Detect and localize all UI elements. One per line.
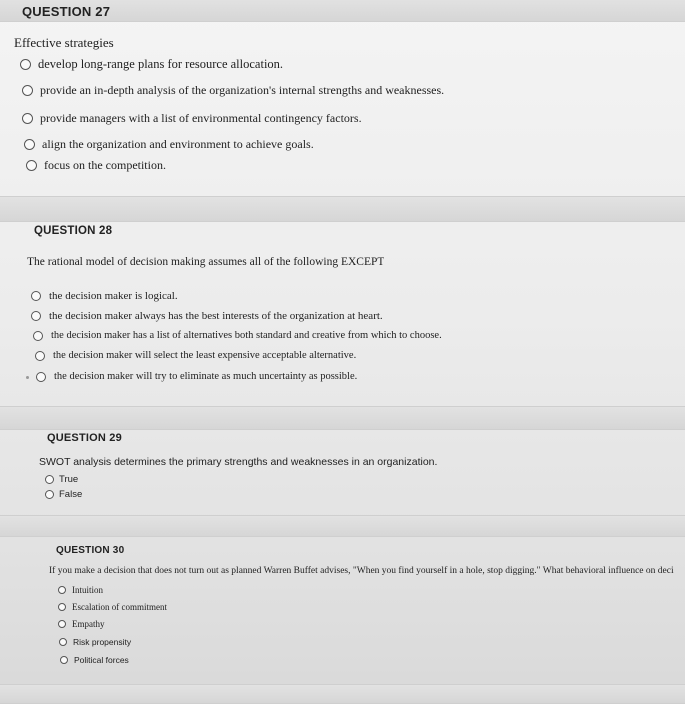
question-separator-band: [0, 196, 685, 222]
radio-button[interactable]: [36, 372, 46, 382]
question-29-prompt: SWOT analysis determines the primary strengths and weaknesses in an organization.: [39, 456, 438, 468]
option-label: align the organization and environment to achieve goals.: [42, 137, 314, 151]
q27-option-2[interactable]: [22, 83, 444, 98]
radio-button[interactable]: [20, 59, 31, 70]
option-label: Escalation of commitment: [72, 602, 167, 612]
q28-option-4[interactable]: [35, 350, 356, 361]
q28-option-3[interactable]: [33, 330, 442, 341]
radio-button[interactable]: [26, 160, 37, 171]
q28-option-1[interactable]: [31, 290, 178, 302]
radio-button[interactable]: [45, 490, 54, 499]
q30-option-3[interactable]: [58, 619, 105, 629]
q30-option-5[interactable]: [60, 655, 129, 665]
option-label: the decision maker will try to eliminate as much uncertainty as possible.: [54, 371, 358, 382]
q29-option-true[interactable]: [45, 474, 78, 485]
radio-button[interactable]: [45, 475, 54, 484]
radio-button[interactable]: [58, 603, 66, 611]
radio-button[interactable]: [31, 291, 41, 301]
option-label: develop long-range plans for resource allocation.: [38, 57, 284, 71]
q27-option-5[interactable]: [26, 158, 166, 173]
q27-option-1[interactable]: [20, 57, 283, 72]
question-29-title: QUESTION 29: [47, 432, 122, 444]
radio-button[interactable]: [58, 586, 66, 594]
option-label: Risk propensity: [73, 637, 132, 647]
stray-dot: [26, 376, 29, 379]
option-label: the decision maker has a list of alternatives both standard and creative from which to choose.: [51, 330, 442, 341]
q27-option-4[interactable]: [24, 137, 314, 152]
question-separator-band: [0, 684, 685, 704]
q29-option-false[interactable]: [45, 489, 82, 500]
option-label: False: [59, 489, 83, 500]
question-30-prompt: If you make a decision that does not turn out as planned Warren Buffet advises, "When you find yourself in a hole, stop digging." What behavioral influence on deci: [49, 566, 674, 576]
q30-option-2[interactable]: [58, 602, 167, 612]
radio-button[interactable]: [31, 311, 41, 321]
question-separator-band: [0, 406, 685, 430]
option-label: True: [59, 474, 79, 485]
radio-button[interactable]: [60, 656, 68, 664]
q30-option-4[interactable]: [59, 637, 131, 647]
radio-button[interactable]: [22, 113, 33, 124]
option-label: Intuition: [72, 585, 103, 595]
question-27-prompt: Effective strategies: [14, 35, 114, 50]
q28-option-5[interactable]: [36, 371, 357, 382]
option-label: the decision maker will select the least expensive acceptable alternative.: [53, 350, 357, 361]
option-label: Political forces: [74, 655, 129, 665]
option-label: provide managers with a list of environmental contingency factors.: [40, 111, 362, 125]
option-label: provide an in-depth analysis of the organization's internal strengths and weaknesses.: [40, 83, 445, 97]
radio-button[interactable]: [24, 139, 35, 150]
option-label: the decision maker always has the best interests of the organization at heart.: [49, 310, 383, 322]
question-28-title: QUESTION 28: [34, 225, 113, 237]
option-label: the decision maker is logical.: [49, 290, 178, 302]
question-28-prompt: The rational model of decision making assumes all of the following EXCEPT: [27, 256, 385, 268]
radio-button[interactable]: [35, 351, 45, 361]
question-separator-band: [0, 515, 685, 537]
q28-option-2[interactable]: [31, 310, 383, 322]
q27-option-3[interactable]: [22, 111, 362, 126]
radio-button[interactable]: [58, 620, 66, 628]
option-label: focus on the competition.: [44, 158, 166, 172]
radio-button[interactable]: [33, 331, 43, 341]
question-27-title: QUESTION 27: [22, 4, 111, 19]
radio-button[interactable]: [59, 638, 67, 646]
q30-option-1[interactable]: [58, 585, 103, 595]
question-30-title: QUESTION 30: [56, 545, 125, 556]
option-label: Empathy: [72, 619, 105, 629]
radio-button[interactable]: [22, 85, 33, 96]
